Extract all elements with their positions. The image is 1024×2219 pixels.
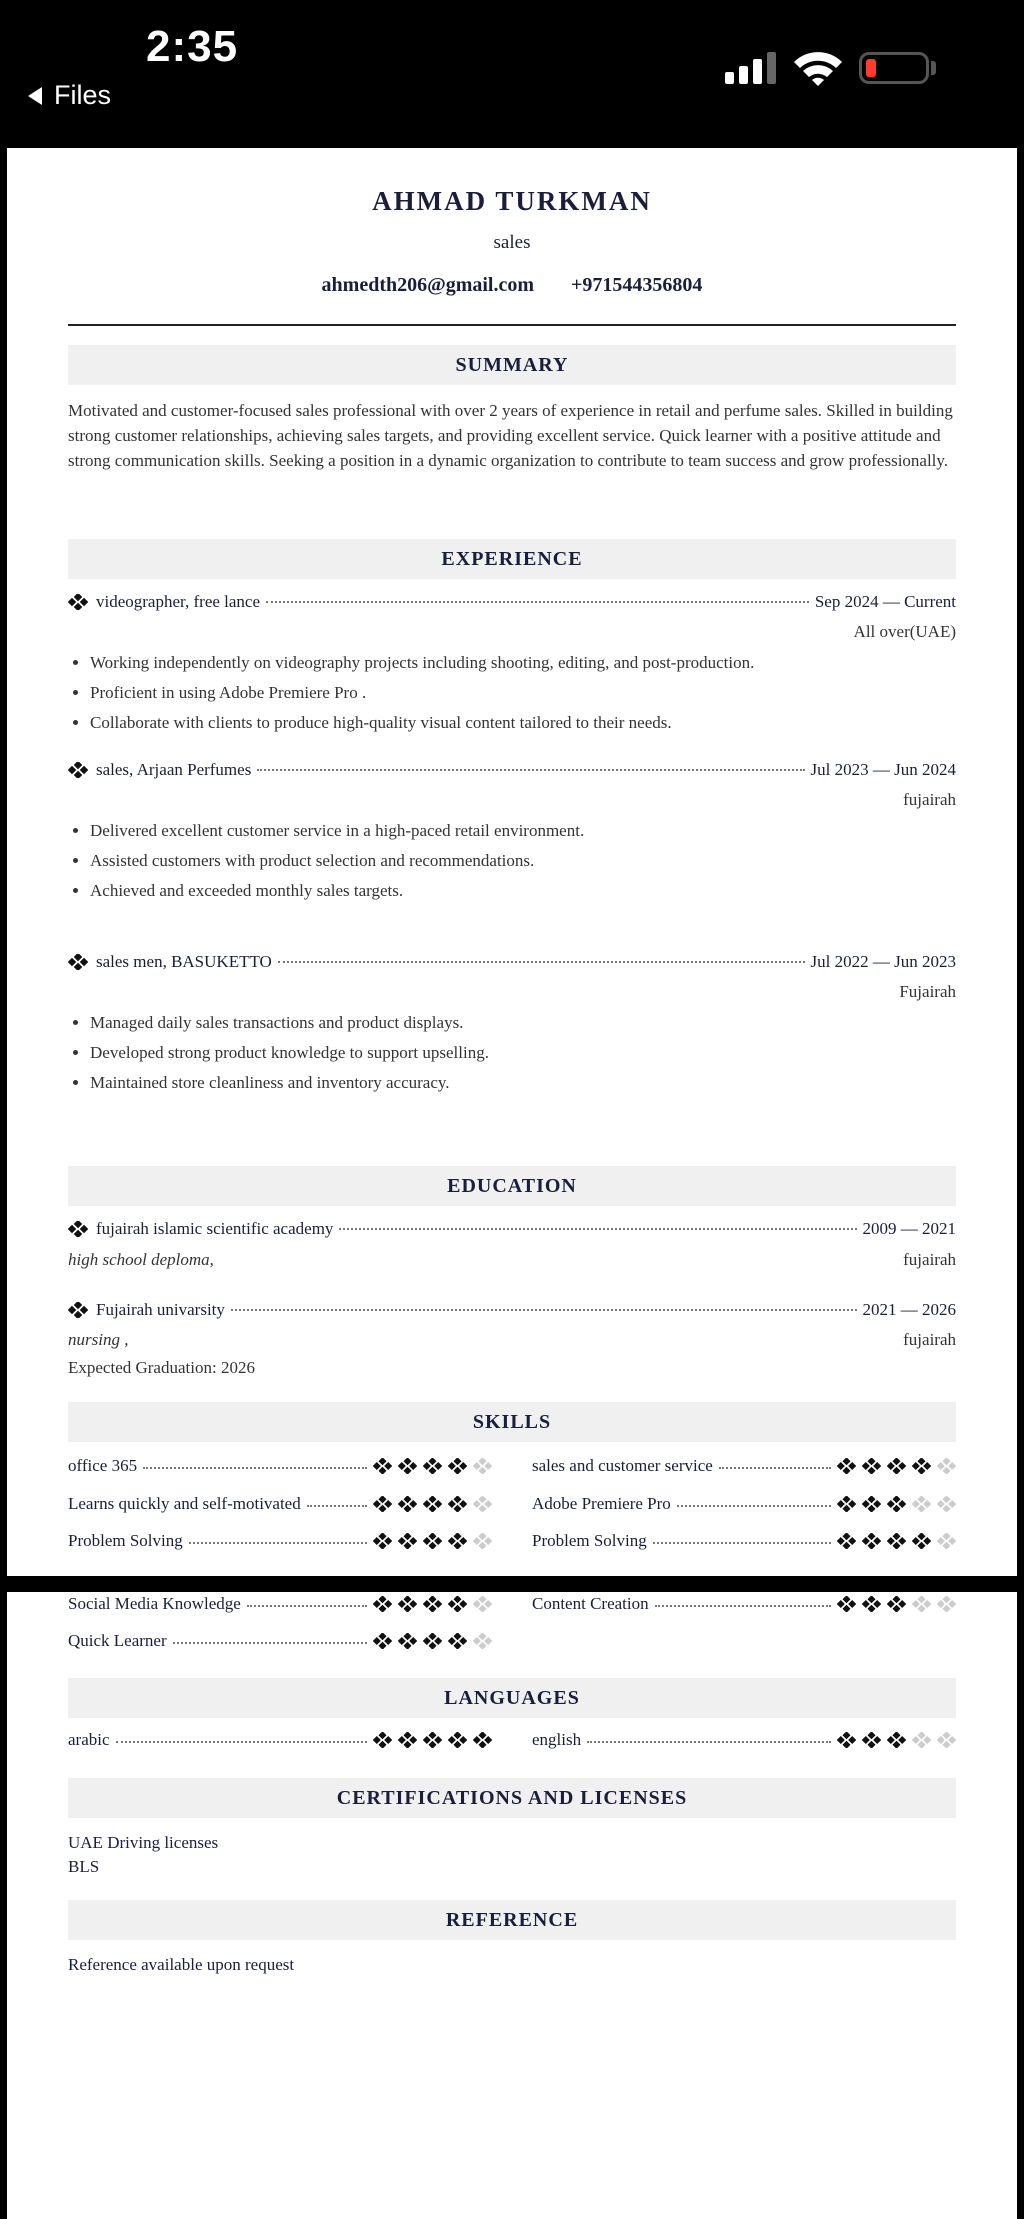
rating-filled-icon bbox=[373, 1496, 392, 1512]
skill-rating bbox=[373, 1496, 492, 1512]
skill-rating bbox=[373, 1533, 492, 1549]
clover-bullet-icon bbox=[68, 954, 88, 970]
candidate-name: AHMAD TURKMAN bbox=[372, 186, 652, 216]
job-location: Fujairah bbox=[899, 982, 956, 1001]
skill-item bbox=[68, 1531, 492, 1551]
rating-filled-icon bbox=[887, 1732, 906, 1748]
rating-filled-icon bbox=[398, 1496, 417, 1512]
rating-filled-icon bbox=[862, 1496, 881, 1512]
rating-filled-icon bbox=[448, 1732, 467, 1748]
school-name: Fujairah univarsity bbox=[96, 1300, 225, 1319]
section-languages: LANGUAGES bbox=[68, 1678, 956, 1718]
rating-filled-icon bbox=[423, 1732, 442, 1748]
header-divider bbox=[68, 324, 956, 326]
school-name: fujairah islamic scientific academy bbox=[96, 1219, 334, 1238]
language-rating bbox=[837, 1732, 956, 1748]
job-title: sales, Arjaan Perfumes bbox=[96, 760, 252, 779]
rating-empty-icon bbox=[937, 1458, 956, 1474]
list-item: • Delivered excellent customer service in a high-paced retail environment. bbox=[90, 816, 956, 846]
list-item: • Developed strong product knowledge to support upselling. bbox=[90, 1038, 956, 1068]
list-item: • Assisted customers with product selection and recommendations. bbox=[90, 846, 956, 876]
skill-item bbox=[532, 1594, 956, 1614]
skill-label: office 365 bbox=[68, 1456, 138, 1475]
rating-empty-icon bbox=[473, 1633, 492, 1649]
skill-item bbox=[68, 1456, 492, 1476]
job-entry bbox=[68, 952, 956, 972]
rating-filled-icon bbox=[423, 1533, 442, 1549]
skill-item bbox=[532, 1456, 956, 1476]
education-dates: 2009 — 2021 bbox=[862, 1219, 956, 1238]
rating-filled-icon bbox=[448, 1633, 467, 1649]
rating-filled-icon bbox=[862, 1732, 881, 1748]
rating-filled-icon bbox=[448, 1596, 467, 1612]
list-item: • Managed daily sales transactions and product displays. bbox=[90, 1008, 956, 1038]
certification-item: BLS bbox=[68, 1857, 100, 1876]
skill-rating bbox=[373, 1596, 492, 1612]
status-bar bbox=[0, 0, 1024, 148]
job-entry bbox=[68, 760, 956, 780]
education-location: fujairah bbox=[903, 1330, 956, 1349]
skill-label: Problem Solving bbox=[532, 1531, 647, 1550]
education-location: fujairah bbox=[903, 1250, 956, 1269]
battery-icon bbox=[859, 52, 929, 84]
summary-text: Motivated and customer-focused sales professional with over 2 years of experience in retail and perfume sales. Skilled in building strong customer relationships, achieving sales targets, and providing excellent service. Quick learner with a positive attitude and strong communication skills. Seeking a position in a dynamic organization to contribute to team success and grow professionally. bbox=[68, 401, 953, 470]
skill-rating bbox=[837, 1533, 956, 1549]
rating-filled-icon bbox=[448, 1458, 467, 1474]
rating-filled-icon bbox=[373, 1633, 392, 1649]
phone[interactable]: +971544356804 bbox=[571, 274, 703, 296]
clover-bullet-icon bbox=[68, 1221, 88, 1237]
skill-label: Adobe Premiere Pro bbox=[532, 1494, 671, 1513]
skill-label: Quick Learner bbox=[68, 1631, 167, 1650]
job-dates: Jul 2023 — Jun 2024 bbox=[810, 760, 956, 779]
job-bullets bbox=[68, 816, 956, 906]
rating-empty-icon bbox=[937, 1533, 956, 1549]
skill-item bbox=[68, 1594, 492, 1614]
section-certifications: CERTIFICATIONS AND LICENSES bbox=[68, 1778, 956, 1818]
rating-filled-icon bbox=[398, 1633, 417, 1649]
job-title: videographer, free lance bbox=[96, 592, 261, 611]
clover-bullet-icon bbox=[68, 1302, 88, 1318]
back-label: Files bbox=[54, 80, 112, 110]
language-label: english bbox=[532, 1730, 582, 1749]
job-location: fujairah bbox=[903, 790, 956, 809]
certification-item: UAE Driving licenses bbox=[68, 1833, 219, 1852]
reference-text: Reference available upon request bbox=[68, 1955, 295, 1974]
rating-filled-icon bbox=[373, 1732, 392, 1748]
section-skills: SKILLS bbox=[68, 1402, 956, 1442]
rating-filled-icon bbox=[398, 1732, 417, 1748]
degree: high school deploma, bbox=[68, 1250, 214, 1269]
section-summary: SUMMARY bbox=[68, 345, 956, 385]
graduation-note: Expected Graduation: 2026 bbox=[68, 1358, 255, 1377]
back-arrow-icon bbox=[28, 87, 42, 105]
job-bullets bbox=[68, 648, 956, 738]
candidate-role: sales bbox=[493, 232, 531, 253]
rating-filled-icon bbox=[887, 1533, 906, 1549]
skill-label: Content Creation bbox=[532, 1594, 649, 1613]
list-item: • Working independently on videography projects including shooting, editing, and post-production. bbox=[90, 648, 956, 678]
education-entry bbox=[68, 1300, 956, 1320]
rating-empty-icon bbox=[937, 1496, 956, 1512]
rating-filled-icon bbox=[423, 1458, 442, 1474]
skill-item bbox=[532, 1494, 956, 1514]
clover-bullet-icon bbox=[68, 762, 88, 778]
rating-filled-icon bbox=[837, 1596, 856, 1612]
education-entry bbox=[68, 1219, 956, 1239]
skill-rating bbox=[373, 1458, 492, 1474]
skill-item bbox=[68, 1631, 492, 1651]
language-label: arabic bbox=[68, 1730, 110, 1749]
list-item: • Proficient in using Adobe Premiere Pro . bbox=[90, 678, 956, 708]
section-experience: EXPERIENCE bbox=[68, 539, 956, 579]
degree: nursing , bbox=[68, 1330, 129, 1349]
skill-item bbox=[68, 1494, 492, 1514]
rating-empty-icon bbox=[473, 1458, 492, 1474]
skill-rating bbox=[837, 1458, 956, 1474]
rating-filled-icon bbox=[423, 1633, 442, 1649]
rating-filled-icon bbox=[398, 1533, 417, 1549]
wifi-icon bbox=[792, 50, 844, 88]
rating-filled-icon bbox=[912, 1533, 931, 1549]
language-rating bbox=[373, 1732, 492, 1748]
rating-empty-icon bbox=[473, 1533, 492, 1549]
rating-filled-icon bbox=[448, 1496, 467, 1512]
skill-rating bbox=[837, 1596, 956, 1612]
rating-empty-icon bbox=[912, 1496, 931, 1512]
resume-page-2 bbox=[7, 1592, 1017, 2219]
rating-filled-icon bbox=[398, 1596, 417, 1612]
rating-empty-icon bbox=[912, 1596, 931, 1612]
job-bullets bbox=[68, 1008, 956, 1098]
rating-filled-icon bbox=[837, 1533, 856, 1549]
rating-empty-icon bbox=[937, 1596, 956, 1612]
clover-bullet-icon bbox=[68, 594, 88, 610]
rating-filled-icon bbox=[887, 1496, 906, 1512]
skill-rating bbox=[373, 1633, 492, 1649]
rating-filled-icon bbox=[373, 1596, 392, 1612]
rating-filled-icon bbox=[473, 1732, 492, 1748]
rating-filled-icon bbox=[837, 1732, 856, 1748]
job-entry bbox=[68, 592, 956, 612]
back-to-files-button[interactable] bbox=[28, 80, 111, 111]
rating-filled-icon bbox=[398, 1458, 417, 1474]
education-dates: 2021 — 2026 bbox=[862, 1300, 956, 1319]
rating-filled-icon bbox=[837, 1458, 856, 1474]
language-item bbox=[532, 1730, 956, 1750]
skill-label: Problem Solving bbox=[68, 1531, 183, 1550]
rating-filled-icon bbox=[448, 1533, 467, 1549]
skill-item bbox=[532, 1531, 956, 1551]
rating-empty-icon bbox=[937, 1732, 956, 1748]
skill-label: Social Media Knowledge bbox=[68, 1594, 241, 1613]
section-education: EDUCATION bbox=[68, 1166, 956, 1206]
job-title: sales men, BASUKETTO bbox=[96, 952, 272, 971]
skill-label: Learns quickly and self-motivated bbox=[68, 1494, 301, 1513]
rating-filled-icon bbox=[887, 1596, 906, 1612]
rating-filled-icon bbox=[862, 1533, 881, 1549]
rating-empty-icon bbox=[912, 1732, 931, 1748]
language-item bbox=[68, 1730, 492, 1750]
skill-label: sales and customer service bbox=[532, 1456, 713, 1475]
rating-filled-icon bbox=[373, 1533, 392, 1549]
job-dates: Sep 2024 — Current bbox=[814, 592, 956, 611]
rating-filled-icon bbox=[912, 1458, 931, 1474]
clock: 2:35 bbox=[146, 22, 239, 71]
job-location: All over(UAE) bbox=[853, 622, 956, 641]
rating-filled-icon bbox=[423, 1596, 442, 1612]
rating-filled-icon bbox=[373, 1458, 392, 1474]
rating-empty-icon bbox=[473, 1596, 492, 1612]
contact-line bbox=[68, 274, 956, 297]
resume-page-1 bbox=[7, 148, 1017, 1576]
rating-filled-icon bbox=[423, 1496, 442, 1512]
email[interactable]: ahmedth206@gmail.com bbox=[321, 274, 535, 296]
rating-filled-icon bbox=[837, 1496, 856, 1512]
section-reference: REFERENCE bbox=[68, 1900, 956, 1940]
rating-filled-icon bbox=[862, 1596, 881, 1612]
list-item: • Collaborate with clients to produce high-quality visual content tailored to their needs. bbox=[90, 708, 956, 738]
rating-empty-icon bbox=[473, 1496, 492, 1512]
list-item: • Achieved and exceeded monthly sales targets. bbox=[90, 876, 956, 906]
rating-filled-icon bbox=[887, 1458, 906, 1474]
skill-rating bbox=[837, 1496, 956, 1512]
cellular-signal-icon bbox=[725, 52, 776, 84]
list-item: • Maintained store cleanliness and inventory accuracy. bbox=[90, 1068, 956, 1098]
rating-filled-icon bbox=[862, 1458, 881, 1474]
job-dates: Jul 2022 — Jun 2023 bbox=[810, 952, 956, 971]
